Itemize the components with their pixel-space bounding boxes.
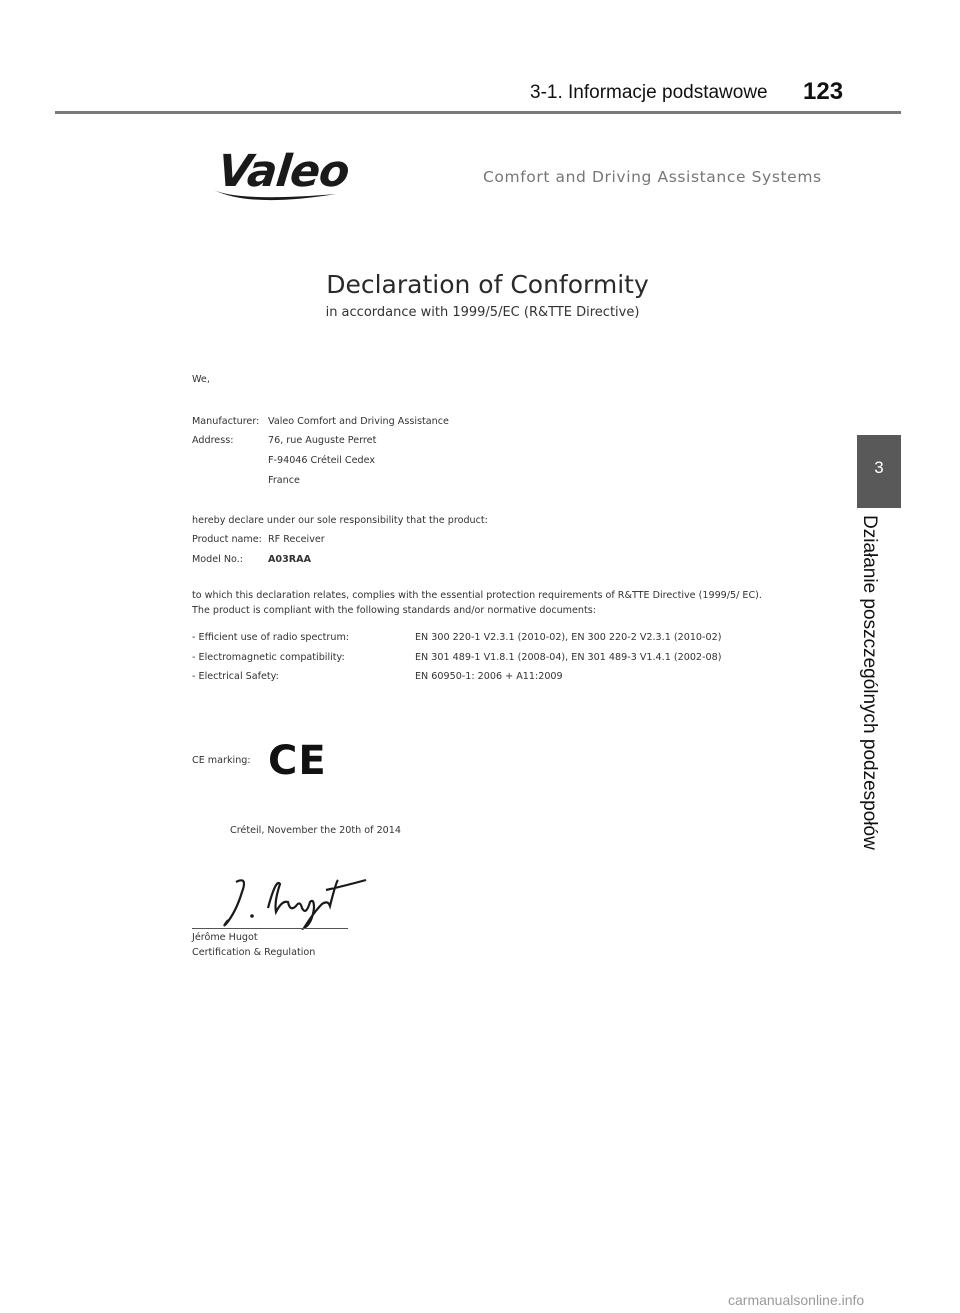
valeo-logo-swoosh-icon <box>210 186 340 206</box>
compliance-text: to which this declaration relates, complies with the essential protection requirements of R&TTE Directive (1999/5/ EC). <box>192 590 762 601</box>
address-label: Address: <box>192 435 234 446</box>
product-name-label: Product name: <box>192 534 262 545</box>
site-watermark: carmanualsonline.info <box>728 1292 865 1308</box>
model-no-value: A03RAA <box>268 554 312 565</box>
signature-icon <box>218 872 368 930</box>
product-name-value: RF Receiver <box>268 534 325 545</box>
standard-label: - Efficient use of radio spectrum: <box>192 632 350 643</box>
header-divider <box>55 111 901 114</box>
document-title: Declaration of Conformity <box>326 270 649 299</box>
document-subtitle: in accordance with 1999/5/EC (R&TTE Directive) <box>325 305 640 320</box>
company-tagline: Comfort and Driving Assistance Systems <box>483 168 822 186</box>
ce-marking-label: CE marking: <box>192 755 251 766</box>
section-title: 3-1. Informacje podstawowe <box>530 82 768 103</box>
address-line: 76, rue Auguste Perret <box>268 435 377 446</box>
address-line: France <box>268 475 300 486</box>
address-line: F-94046 Créteil Cedex <box>268 455 376 466</box>
standard-label: - Electromagnetic compatibility: <box>192 652 345 663</box>
standard-value: EN 301 489-1 V1.8.1 (2008-04), EN 301 489-3 V1.4.1 (2002-08) <box>415 652 722 663</box>
intro-we: We, <box>192 374 210 385</box>
standard-value: EN 300 220-1 V2.3.1 (2010-02), EN 300 220-2 V2.3.1 (2010-02) <box>415 632 722 643</box>
chapter-number: 3 <box>874 458 884 477</box>
chapter-side-title: Działanie poszczególnych podzespołów <box>859 515 880 850</box>
standard-value: EN 60950-1: 2006 + A11:2009 <box>415 671 563 682</box>
ce-mark-icon: CE <box>268 738 327 784</box>
signatory-name: Jérôme Hugot <box>192 932 258 943</box>
model-no-label: Model No.: <box>192 554 244 565</box>
manufacturer-label: Manufacturer: <box>192 416 260 427</box>
manufacturer-value: Valeo Comfort and Driving Assistance <box>268 416 449 427</box>
page-number: 123 <box>803 78 844 105</box>
declare-text: hereby declare under our sole responsibility that the product: <box>192 515 488 526</box>
signatory-position: Certification & Regulation <box>192 947 316 958</box>
compliance-text: The product is compliant with the following standards and/or normative documents: <box>192 605 597 616</box>
place-date: Créteil, November the 20th of 2014 <box>230 825 401 836</box>
signature-line <box>192 928 348 929</box>
standard-label: - Electrical Safety: <box>192 671 279 682</box>
valeo-logo: Valeo <box>215 146 352 197</box>
